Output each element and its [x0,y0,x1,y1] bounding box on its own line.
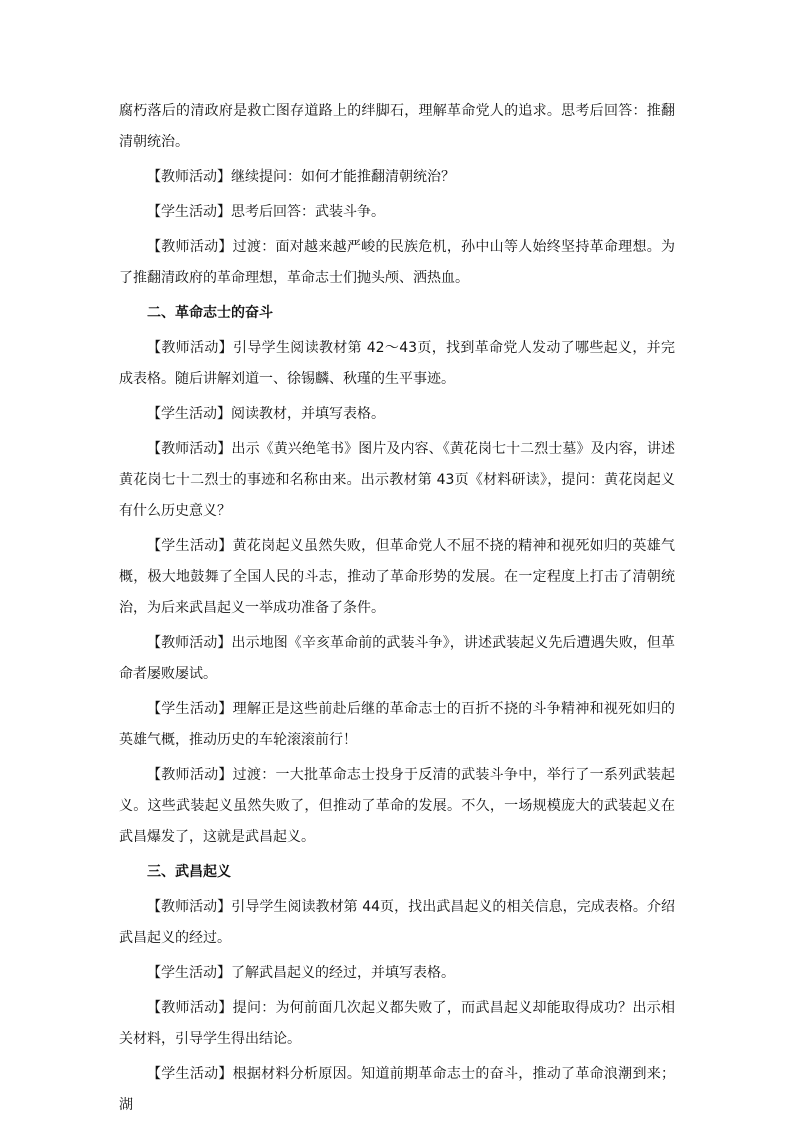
paragraph-teacher-activity: 【教师活动】提问：为何前面几次起义都失败了，而武昌起义却能取得成功？出示相关材料，引导学生得出结论。 [119,1000,675,1047]
section-heading: 三、武昌起义 [147,864,231,880]
paragraph-teacher-activity: 【教师活动】过渡：一大批革命志士投身于反清的武装斗争中，举行了一系列武装起义。这些武装起义虽然失败了，但推动了革命的发展。不久，一场规模庞大的武装起义在武昌爆发了，这就是武昌起义。 [119,767,675,845]
paragraph-continuation: 腐朽落后的清政府是救亡图存道路上的绊脚石，理解革命党人的追求。思考后回答：推翻清朝统治。 [119,103,675,150]
paragraph-teacher-activity: 【教师活动】引导学生阅读教材第 44页，找出武昌起义的相关信息，完成表格。介绍武昌起义的经过。 [119,899,675,946]
paragraph-teacher-activity: 【教师活动】出示地图《辛亥革命前的武装斗争》，讲述武装起义先后遭遇失败，但革命者屡败屡试。 [119,635,675,682]
paragraph-student-activity: 【学生活动】黄花岗起义虽然失败，但革命党人不屈不挠的精神和视死如归的英雄气概，极大地鼓舞了全国人民的斗志，推动了革命形势的发展。在一定程度上打击了清朝统治，为后来武昌起义一举成功准备了条件。 [119,538,675,616]
paragraph-teacher-activity: 【教师活动】继续提问：如何才能推翻清朝统治？ [147,169,455,185]
paragraph-student-activity: 【学生活动】理解正是这些前赴后继的革命志士的百折不挠的斗争精神和视死如归的英雄气概，推动历史的车轮滚滚前行！ [119,701,675,748]
paragraph-teacher-activity: 【教师活动】引导学生阅读教材第 42～43页，找到革命党人发动了哪些起义，并完成表格。随后讲解刘道一、徐锡麟、秋瑾的生平事迹。 [119,340,675,387]
section-heading: 二、革命志士的奋斗 [147,305,273,321]
paragraph-student-activity: 【学生活动】思考后回答：武装斗争。 [147,204,385,220]
paragraph-teacher-activity: 【教师活动】过渡：面对越来越严峻的民族危机，孙中山等人始终坚持革命理想。为了推翻清政府的革命理想，革命志士们抛头颅、洒热血。 [119,239,675,286]
paragraph-student-activity: 【学生活动】了解武昌起义的经过，并填写表格。 [147,965,455,981]
document-body [119,96,675,1121]
paragraph-teacher-activity: 【教师活动】出示《黄兴绝笔书》图片及内容、《黄花岗七十二烈士墓》及内容，讲述黄花岗七十二烈士的事迹和名称由来。出示教材第 43页《材料研读》，提问：黄花岗起义有什么历史意义？ [119,441,675,519]
paragraph-student-activity: 【学生活动】根据材料分析原因。知道前期革命志士的奋斗，推动了革命浪潮到来；湖 [119,1066,675,1113]
paragraph-student-activity: 【学生活动】阅读教材，并填写表格。 [147,406,385,422]
